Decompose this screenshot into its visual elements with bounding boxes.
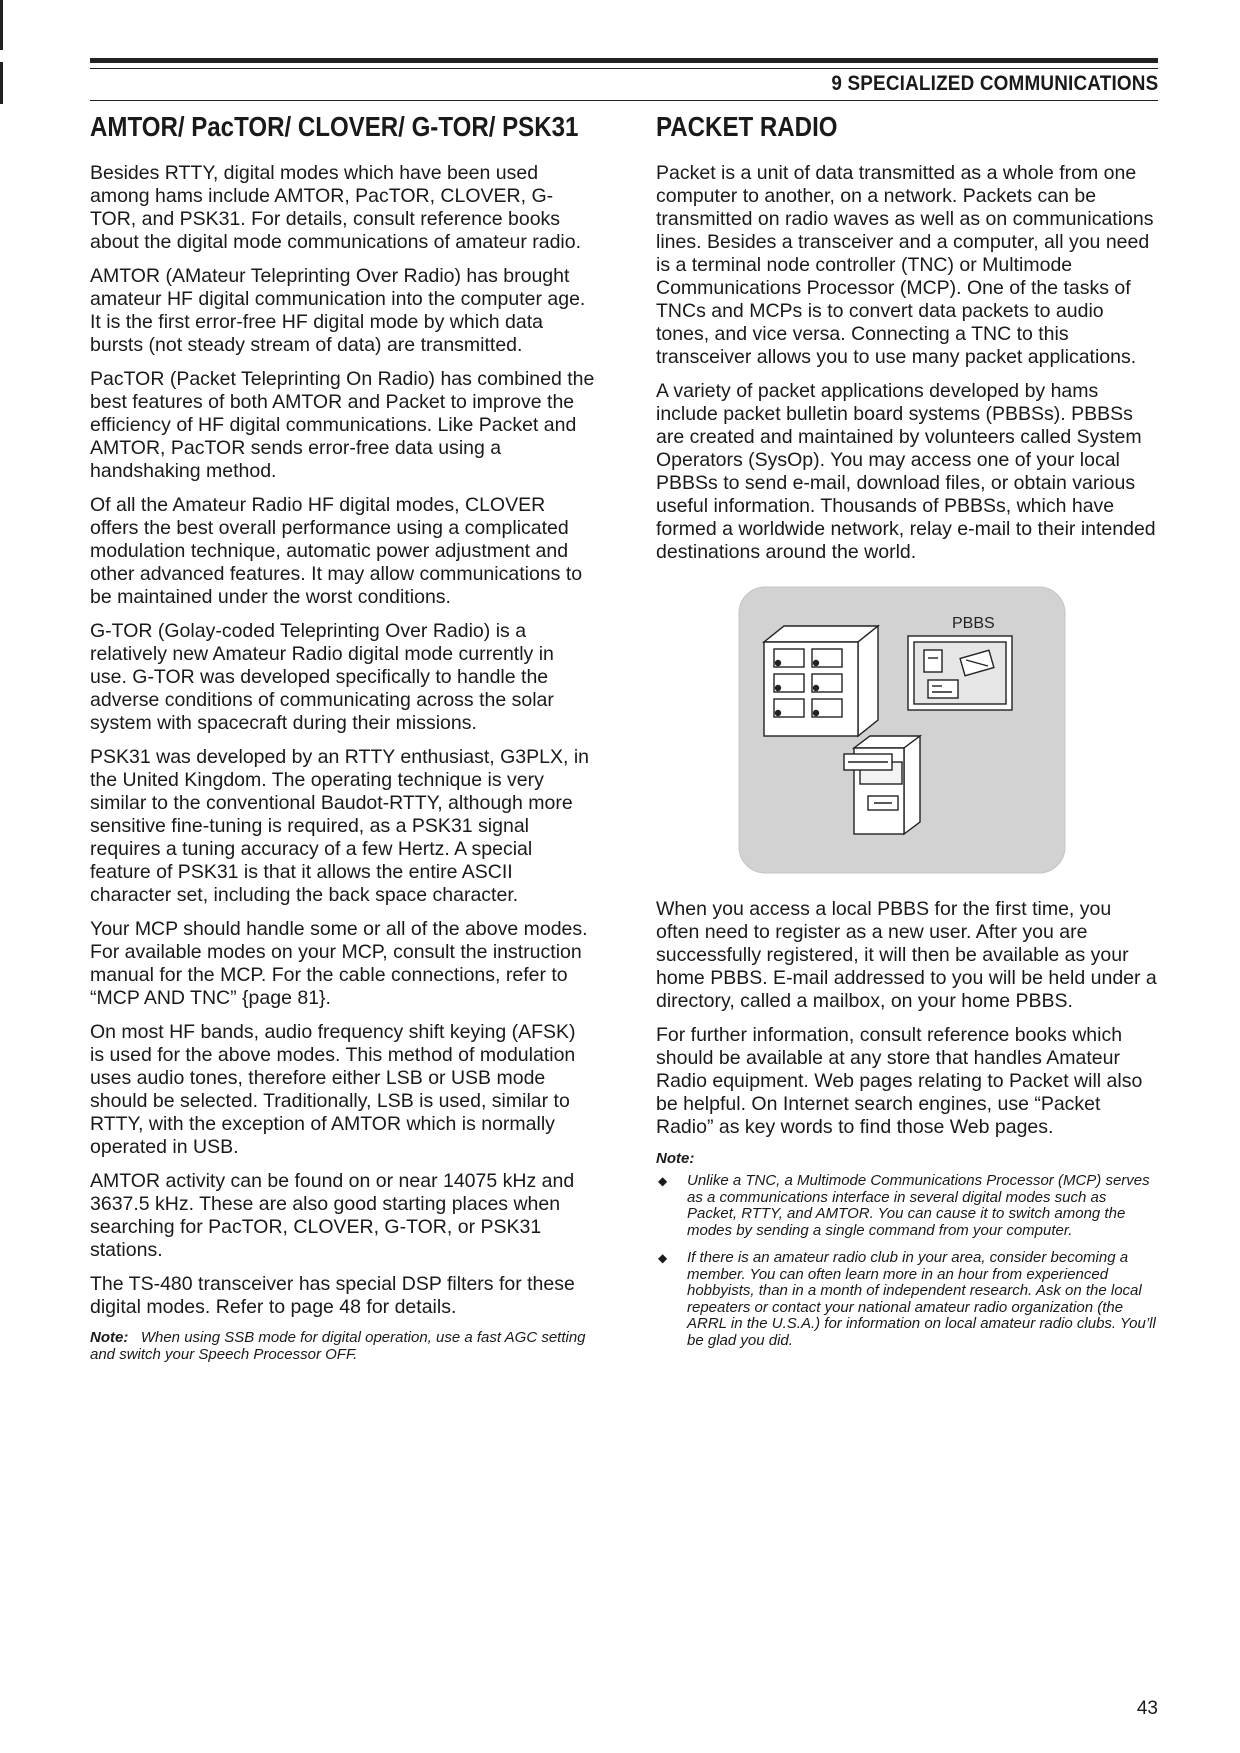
pbbs-label: PBBS: [952, 615, 995, 632]
paragraph: Besides RTTY, digital modes which have been used among hams include AMTOR, PacTOR, CLOVER, G-TOR, and PSK31. For details, consult reference books about the digital mode communications of amateur radio.: [90, 162, 582, 253]
paragraph: For further information, consult reference books which should be available at any store that handles Amateur Radio equipment. Web pages relating to Packet will also be helpful. On Internet search engines, use “Packet Radio” as key words to find those Web pages.: [656, 1024, 1143, 1138]
paragraph: On most HF bands, audio frequency shift keying (AFSK) is used for the above modes. This method of modulation uses audio tones, therefore either LSB or USB mode should be selected. Traditionally, LSB is used, similar to RTTY, with the exception of AMTOR which is normally operated in USB.: [90, 1021, 576, 1158]
file-box-icon: [844, 736, 920, 834]
header-rule-under: [90, 100, 1158, 101]
diamond-bullet-icon: ◆: [658, 1174, 668, 1188]
left-column: [90, 110, 595, 1363]
bulletin-board-icon: [908, 636, 1012, 710]
section-title: 9 SPECIALIZED COMMUNICATIONS: [830, 72, 1158, 95]
pbbs-figure: [738, 586, 1066, 874]
paragraph: When you access a local PBBS for the first time, you often need to register as a new user. After you are successfully registered, it will then be available as your home PBBS. E-mail addressed to you will be held under a directory, called a mailbox, on your home PBBS.: [656, 898, 1157, 1012]
binding-mark-bottom: [0, 62, 3, 104]
diamond-bullet-icon: ◆: [658, 1251, 668, 1265]
paragraph: A variety of packet applications developed by hams include packet bulletin board systems (PBBSs). PBBSs are created and maintained by volunteers called System Operators (SysOp). You may access one of your local PBBSs to send e-mail, download files, or obtain various useful information. Thousands of PBBSs, which have formed a worldwide network, relay e-mail to their intended destinations around the world.: [656, 380, 1156, 563]
paragraph: The TS-480 transceiver has special DSP filters for these digital modes. Refer to page 48 for details.: [90, 1273, 575, 1318]
paragraph: AMTOR (AMateur Teleprinting Over Radio) has brought amateur HF digital communication into the computer age. It is the first error-free HF digital mode by which data bursts (not steady stream of data) are transmitted.: [90, 265, 586, 356]
page-number: 43: [1136, 1698, 1158, 1719]
left-heading: AMTOR/ PacTOR/ CLOVER/ G-TOR/ PSK31: [90, 111, 579, 142]
paragraph: PacTOR (Packet Teleprinting On Radio) has combined the best features of both AMTOR and Packet to improve the efficiency of HF digital communications. Like Packet and AMTOR, PacTOR sends error-free data using a handshaking method.: [90, 368, 595, 482]
pbbs-illustration: [738, 586, 1066, 874]
left-note: [90, 1330, 595, 1363]
paragraph: Your MCP should handle some or all of the above modes. For available modes on your MCP, consult the instruction manual for the MCP. For the cable connections, refer to “MCP AND TNC” {page 81}.: [90, 918, 588, 1009]
right-column: [656, 110, 1158, 1360]
notes-list: [656, 1173, 1158, 1349]
note-heading: Note:: [656, 1150, 695, 1167]
note-item: [656, 1173, 1158, 1239]
paragraph: AMTOR activity can be found on or near 14075 kHz and 3637.5 kHz. These are also good starting places when searching for PacTOR, CLOVER, G-TOR, or PSK31 stations.: [90, 1170, 575, 1261]
paragraph: PSK31 was developed by an RTTY enthusiast, G3PLX, in the United Kingdom. The operating technique is very similar to the conventional Baudot-RTTY, although more sensitive fine-tuning is required, as a PSK31 signal requires a tuning accuracy of a few Hertz. A special feature of PSK31 is that it allows the entire ASCII character set, including the back space character.: [90, 746, 589, 906]
paragraph: G-TOR (Golay-coded Teleprinting Over Radio) is a relatively new Amateur Radio digital mode currently in use. G-TOR was developed specifically to handle the adverse conditions of communicating across the solar system with spacecraft during their missions.: [90, 620, 554, 734]
note-label: Note:: [90, 1329, 129, 1346]
header-rule-thin: [90, 68, 1158, 69]
note-item: [656, 1250, 1158, 1349]
binding-mark-top: [0, 0, 3, 50]
drawer-cabinet-icon: [764, 626, 878, 736]
paragraph: Of all the Amateur Radio HF digital modes, CLOVER offers the best overall performance using a complicated modulation technique, automatic power adjustment and other advanced features. It may allow communications to be maintained under the worst conditions.: [90, 494, 583, 608]
note-item-text: Unlike a TNC, a Multimode Communications Processor (MCP) serves as a communications interface in several digital modes such as Packet, RTTY, and AMTOR. You can cause it to switch among the modes by sending a single command from your computer.: [687, 1172, 1150, 1239]
note-text: When using SSB mode for digital operation, use a fast AGC setting and switch your Speech Processor OFF.: [90, 1329, 586, 1363]
header-rule-thick: [90, 58, 1158, 63]
right-heading: PACKET RADIO: [656, 111, 838, 142]
note-item-text: If there is an amateur radio club in your area, consider becoming a member. You can often learn more in an hour from experienced hobbyists, than in a month of independent research. Ask on the local repeaters or contact your national amateur radio organization (the ARRL in the U.S.A.) for information on local amateur radio clubs. You’ll be glad you did.: [687, 1249, 1156, 1349]
paragraph: Packet is a unit of data transmitted as a whole from one computer to another, on a network. Packets can be transmitted on radio waves as well as on communications lines. Besides a transceiver and a computer, all you need is a terminal node controller (TNC) or Multimode Communications Processor (MCP). One of the tasks of TNCs and MCPs is to convert data packets to audio tones, and vice versa. Connecting a TNC to this transceiver allows you to use many packet applications.: [656, 162, 1154, 368]
